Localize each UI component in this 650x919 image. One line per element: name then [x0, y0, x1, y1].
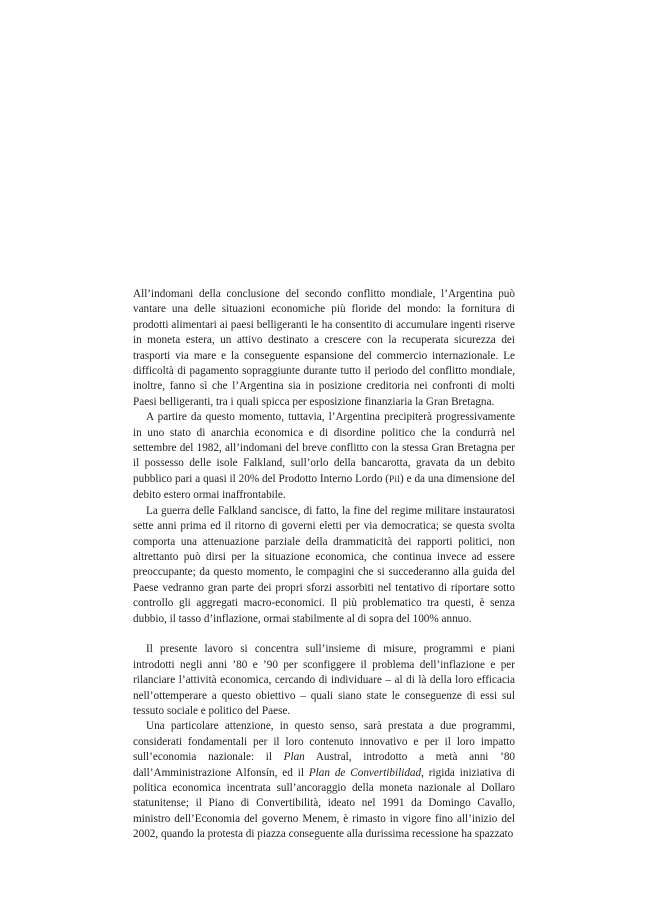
paragraph-5: [133, 719, 515, 842]
paragraph-text: Una particolare attenzione, in questo senso, sarà prestata a due programmi, considerati fondamentali per il loro contenuto innovativo e per il loro impatto sull’economia nazionale: il: [133, 720, 515, 764]
paragraph-text: Austral, introdotto a metà anni ’80 dall’Amministrazione Alfonsín, ed il: [133, 751, 516, 779]
paragraph-1: [133, 287, 515, 410]
paragraph-text: All’indomani della conclusione del secondo conflitto mondiale, l’Argentina può vantare una delle situazioni economiche più floride del mondo: la fornitura di prodotti alimentari ai paesi belligeranti le ha consentito di accumulare ingenti riserve in moneta estera, un attivo destinato a crescere con la recuperata sicurezza dei trasporti via mare e la conseguente espansione del commercio internazionale. Le difficoltà di pagamento sopraggiunte durante tutto il periodo del conflitto mondiale, inoltre, fanno sì che l’Argentina sia in posizione creditoria nei confronti di molti Paesi belligeranti, tra i quali spicca per esposizione finanziaria la Gran Bretagna.: [133, 288, 515, 408]
paragraph-text: Il presente lavoro si concentra sull’insieme di misure, programmi e piani introdotti negli anni ’80 e ’90 per sconfiggere il problema dell’inflazione e per rilanciare l’attività economica, cercando di individuare – al di là della loro efficacia nell’ottemperare a questo obiettivo – quali siano state le conseguenze di essi sul tessuto sociale e politico del Paese.: [133, 643, 515, 717]
italic-term: Plan de Convertibilidad: [308, 766, 422, 779]
paragraph-text: La guerra delle Falkland sancisce, di fatto, la fine del regime militare instauratosi sette anni prima ed il ritorno di governi eletti per via democratica; se questa svolta comporta una attenuazione parziale della drammaticità dei rapporti politici, non altrettanto può dirsi per la situazione economica, che continua invece ad essere preoccupante; da questo momento, le compagini che si succederanno alla guida del Paese vedranno gran parte dei propri sforzi assorbiti nel tentativo di riportare sotto controllo gli aggregati macro-economici. Il più problematico tra questi, è senza dubbio, il tasso d’inflazione, ormai stabilmente al di sopra del 100% annuo.: [133, 504, 515, 625]
paragraph-text: , rigida iniziativa di politica economica incentrata sull’ancoraggio della moneta nazionale al Dollaro statunitense; il Piano di Convertibilità, ideato nel 1991 da Domingo Cavallo, ministro dell’Economia del governo Menem, è rimasto in vigore fino all’inizio del 2002, quando la protesta di piazza conseguente alla durissima recessione ha spazzato: [133, 766, 515, 841]
paragraph-3: [133, 504, 515, 627]
paragraph-text: A partire da questo momento, tuttavia, l’Argentina precipiterà progressivamente in uno stato di anarchia economica e di disordine politico che la condurrà nel settembre del 1982, all’indomani del breve conflitto con la stessa Gran Bretagna per il possesso delle isole Falkland, sull’orlo della bancarotta, gravata da un debito pubblico pari a quasi il 20% del Prodotto Interno Lordo (: [133, 411, 515, 485]
acronym-smallcaps: Pil: [389, 474, 401, 485]
body-text: [133, 287, 515, 843]
italic-term: Plan: [283, 751, 305, 764]
paragraph-2: [133, 410, 515, 503]
paragraph-text: ) e da una dimensione del debito estero ormai inaffrontabile.: [133, 472, 515, 502]
paragraph-4: [133, 642, 515, 719]
